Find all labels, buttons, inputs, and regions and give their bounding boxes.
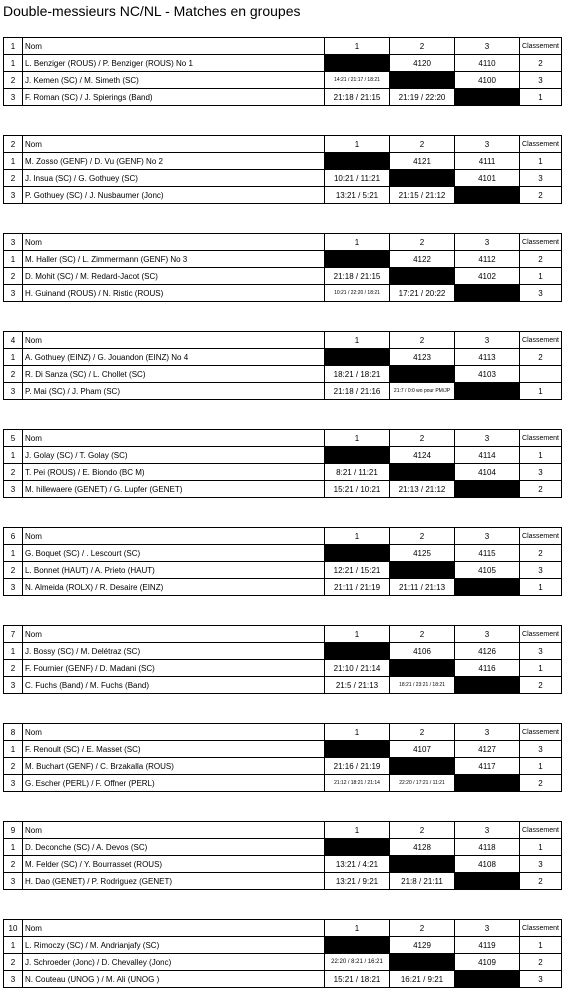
blocked-cell bbox=[390, 464, 455, 481]
result-col-1: 21:18 / 21:16 bbox=[325, 383, 390, 400]
blocked-cell bbox=[455, 971, 520, 988]
table-row bbox=[4, 971, 562, 988]
group-table bbox=[3, 625, 562, 694]
table-row bbox=[4, 447, 562, 464]
result-col-1: 13:21 / 5:21 bbox=[325, 187, 390, 204]
row-position: 3 bbox=[4, 89, 23, 106]
row-position: 2 bbox=[4, 562, 23, 579]
result-col-2: 21:7 / 0:0 wo pour PM/JP bbox=[390, 383, 455, 400]
result-col-1: 21:5 / 21:13 bbox=[325, 677, 390, 694]
ranking: 2 bbox=[520, 954, 562, 971]
result-col-3: 4119 bbox=[455, 937, 520, 954]
table-row bbox=[4, 937, 562, 954]
ranking: 2 bbox=[520, 775, 562, 792]
result-col-3: 4113 bbox=[455, 349, 520, 366]
ranking: 2 bbox=[520, 481, 562, 498]
blocked-cell bbox=[455, 89, 520, 106]
result-col-3: 4100 bbox=[455, 72, 520, 89]
table-row bbox=[4, 268, 562, 285]
table-row bbox=[4, 545, 562, 562]
group-header-row bbox=[4, 136, 562, 153]
blocked-cell bbox=[455, 579, 520, 596]
group-header-row bbox=[4, 332, 562, 349]
pair-name: F. Roman (SC) / J. Spierings (Band) bbox=[23, 89, 325, 106]
row-position: 3 bbox=[4, 579, 23, 596]
header-col-1: 1 bbox=[325, 430, 390, 447]
result-col-2: 21:19 / 22:20 bbox=[390, 89, 455, 106]
header-classement: Classement bbox=[520, 528, 562, 545]
pair-name: J. Kemen (SC) / M. Simeth (SC) bbox=[23, 72, 325, 89]
header-classement: Classement bbox=[520, 136, 562, 153]
header-col-1: 1 bbox=[325, 136, 390, 153]
group-table bbox=[3, 233, 562, 302]
result-col-3: 4110 bbox=[455, 55, 520, 72]
result-col-1: 10:21 / 22:20 / 18:21 bbox=[325, 285, 390, 302]
result-col-2: 4123 bbox=[390, 349, 455, 366]
pair-name: R. Di Sanza (SC) / L. Chollet (SC) bbox=[23, 366, 325, 383]
row-position: 2 bbox=[4, 268, 23, 285]
header-classement: Classement bbox=[520, 822, 562, 839]
header-nom: Nom bbox=[23, 234, 325, 251]
pair-name: G. Boquet (SC) / . Lescourt (SC) bbox=[23, 545, 325, 562]
header-nom: Nom bbox=[23, 136, 325, 153]
ranking: 1 bbox=[520, 268, 562, 285]
ranking bbox=[520, 366, 562, 383]
row-position: 3 bbox=[4, 481, 23, 498]
ranking: 1 bbox=[520, 937, 562, 954]
result-col-1: 21:16 / 21:19 bbox=[325, 758, 390, 775]
header-col-3: 3 bbox=[455, 234, 520, 251]
row-position: 3 bbox=[4, 873, 23, 890]
group-number: 9 bbox=[4, 822, 23, 839]
header-col-1: 1 bbox=[325, 626, 390, 643]
header-col-3: 3 bbox=[455, 430, 520, 447]
row-position: 3 bbox=[4, 285, 23, 302]
group-number: 6 bbox=[4, 528, 23, 545]
table-row bbox=[4, 366, 562, 383]
result-col-3: 4116 bbox=[455, 660, 520, 677]
ranking: 1 bbox=[520, 89, 562, 106]
pair-name: F. Fournier (GENF) / D. Madani (SC) bbox=[23, 660, 325, 677]
header-classement: Classement bbox=[520, 234, 562, 251]
ranking: 2 bbox=[520, 349, 562, 366]
header-col-2: 2 bbox=[390, 528, 455, 545]
group-number: 8 bbox=[4, 724, 23, 741]
header-col-3: 3 bbox=[455, 920, 520, 937]
blocked-cell bbox=[390, 72, 455, 89]
row-position: 2 bbox=[4, 660, 23, 677]
table-row bbox=[4, 55, 562, 72]
group-table bbox=[3, 331, 562, 400]
row-position: 2 bbox=[4, 954, 23, 971]
group-header-row bbox=[4, 234, 562, 251]
header-col-1: 1 bbox=[325, 332, 390, 349]
group-table bbox=[3, 527, 562, 596]
ranking: 3 bbox=[520, 741, 562, 758]
row-position: 1 bbox=[4, 643, 23, 660]
row-position: 2 bbox=[4, 758, 23, 775]
row-position: 1 bbox=[4, 251, 23, 268]
pair-name: M. Buchart (GENF) / C. Brzakalla (ROUS) bbox=[23, 758, 325, 775]
result-col-3: 4101 bbox=[455, 170, 520, 187]
ranking: 2 bbox=[520, 251, 562, 268]
ranking: 3 bbox=[520, 464, 562, 481]
table-row bbox=[4, 775, 562, 792]
header-col-1: 1 bbox=[325, 38, 390, 55]
pair-name: T. Pei (ROUS) / E. Biondo (BC M) bbox=[23, 464, 325, 481]
row-position: 2 bbox=[4, 72, 23, 89]
row-position: 1 bbox=[4, 153, 23, 170]
row-position: 2 bbox=[4, 464, 23, 481]
ranking: 3 bbox=[520, 856, 562, 873]
result-col-1: 21:10 / 21:14 bbox=[325, 660, 390, 677]
table-row bbox=[4, 349, 562, 366]
blocked-cell bbox=[390, 856, 455, 873]
group-header-row bbox=[4, 626, 562, 643]
ranking: 2 bbox=[520, 55, 562, 72]
result-col-3: 4104 bbox=[455, 464, 520, 481]
header-classement: Classement bbox=[520, 626, 562, 643]
group-header-row bbox=[4, 38, 562, 55]
result-col-3: 4127 bbox=[455, 741, 520, 758]
pair-name: M. Zosso (GENF) / D. Vu (GENF) No 2 bbox=[23, 153, 325, 170]
result-col-2: 16:21 / 9:21 bbox=[390, 971, 455, 988]
blocked-cell bbox=[390, 758, 455, 775]
pair-name: P. Mai (SC) / J. Pham (SC) bbox=[23, 383, 325, 400]
pair-name: C. Fuchs (Band) / M. Fuchs (Band) bbox=[23, 677, 325, 694]
header-nom: Nom bbox=[23, 38, 325, 55]
result-col-3: 4109 bbox=[455, 954, 520, 971]
result-col-1: 15:21 / 18:21 bbox=[325, 971, 390, 988]
ranking: 3 bbox=[520, 971, 562, 988]
pair-name: H. Dao (GENET) / P. Rodriguez (GENET) bbox=[23, 873, 325, 890]
group-number: 10 bbox=[4, 920, 23, 937]
row-position: 2 bbox=[4, 170, 23, 187]
blocked-cell bbox=[325, 153, 390, 170]
header-col-3: 3 bbox=[455, 724, 520, 741]
header-col-3: 3 bbox=[455, 528, 520, 545]
group-table bbox=[3, 37, 562, 106]
group-header-row bbox=[4, 822, 562, 839]
table-row bbox=[4, 170, 562, 187]
blocked-cell bbox=[325, 251, 390, 268]
header-nom: Nom bbox=[23, 920, 325, 937]
pair-name: J. Golay (SC) / T. Golay (SC) bbox=[23, 447, 325, 464]
table-row bbox=[4, 660, 562, 677]
header-col-2: 2 bbox=[390, 234, 455, 251]
blocked-cell bbox=[390, 954, 455, 971]
pair-name: F. Renoult (SC) / E. Masset (SC) bbox=[23, 741, 325, 758]
group-header-row bbox=[4, 528, 562, 545]
blocked-cell bbox=[455, 187, 520, 204]
result-col-1: 8:21 / 11:21 bbox=[325, 464, 390, 481]
table-row bbox=[4, 562, 562, 579]
group-header-row bbox=[4, 430, 562, 447]
header-col-1: 1 bbox=[325, 920, 390, 937]
table-row bbox=[4, 839, 562, 856]
table-row bbox=[4, 72, 562, 89]
header-col-2: 2 bbox=[390, 332, 455, 349]
blocked-cell bbox=[325, 545, 390, 562]
header-col-3: 3 bbox=[455, 38, 520, 55]
blocked-cell bbox=[455, 383, 520, 400]
result-col-3: 4111 bbox=[455, 153, 520, 170]
blocked-cell bbox=[390, 268, 455, 285]
group-number: 2 bbox=[4, 136, 23, 153]
row-position: 1 bbox=[4, 55, 23, 72]
table-row bbox=[4, 285, 562, 302]
ranking: 1 bbox=[520, 839, 562, 856]
result-col-2: 4106 bbox=[390, 643, 455, 660]
table-row bbox=[4, 579, 562, 596]
ranking: 3 bbox=[520, 562, 562, 579]
result-col-3: 4102 bbox=[455, 268, 520, 285]
table-row bbox=[4, 873, 562, 890]
header-col-1: 1 bbox=[325, 528, 390, 545]
pair-name: P. Gothuey (SC) / J. Nusbaumer (Jonc) bbox=[23, 187, 325, 204]
result-col-2: 21:11 / 21:13 bbox=[390, 579, 455, 596]
row-position: 1 bbox=[4, 447, 23, 464]
ranking: 3 bbox=[520, 72, 562, 89]
blocked-cell bbox=[390, 366, 455, 383]
ranking: 1 bbox=[520, 660, 562, 677]
blocked-cell bbox=[455, 481, 520, 498]
ranking: 2 bbox=[520, 873, 562, 890]
result-col-2: 17:21 / 20:22 bbox=[390, 285, 455, 302]
result-col-3: 4112 bbox=[455, 251, 520, 268]
table-row bbox=[4, 187, 562, 204]
ranking: 3 bbox=[520, 170, 562, 187]
table-row bbox=[4, 954, 562, 971]
pair-name: D. Deconche (SC) / A. Devos (SC) bbox=[23, 839, 325, 856]
header-col-1: 1 bbox=[325, 822, 390, 839]
blocked-cell bbox=[390, 660, 455, 677]
blocked-cell bbox=[325, 447, 390, 464]
result-col-1: 22:20 / 8:21 / 16:21 bbox=[325, 954, 390, 971]
row-position: 1 bbox=[4, 349, 23, 366]
result-col-1: 21:18 / 21:15 bbox=[325, 268, 390, 285]
header-col-1: 1 bbox=[325, 724, 390, 741]
row-position: 3 bbox=[4, 775, 23, 792]
header-col-2: 2 bbox=[390, 724, 455, 741]
blocked-cell bbox=[325, 349, 390, 366]
pair-name: D. Mohit (SC) / M. Redard-Jacot (SC) bbox=[23, 268, 325, 285]
result-col-2: 21:15 / 21:12 bbox=[390, 187, 455, 204]
row-position: 1 bbox=[4, 839, 23, 856]
result-col-1: 18:21 / 18:21 bbox=[325, 366, 390, 383]
ranking: 1 bbox=[520, 758, 562, 775]
result-col-2: 4129 bbox=[390, 937, 455, 954]
pair-name: J. Bossy (SC) / M. Delétraz (SC) bbox=[23, 643, 325, 660]
ranking: 2 bbox=[520, 677, 562, 694]
header-classement: Classement bbox=[520, 430, 562, 447]
group-table bbox=[3, 821, 562, 890]
table-row bbox=[4, 856, 562, 873]
pair-name: M. Felder (SC) / Y. Bourrasset (ROUS) bbox=[23, 856, 325, 873]
result-col-3: 4117 bbox=[455, 758, 520, 775]
header-nom: Nom bbox=[23, 724, 325, 741]
table-row bbox=[4, 481, 562, 498]
header-nom: Nom bbox=[23, 822, 325, 839]
header-classement: Classement bbox=[520, 724, 562, 741]
group-header-row bbox=[4, 724, 562, 741]
blocked-cell bbox=[325, 741, 390, 758]
blocked-cell bbox=[390, 562, 455, 579]
table-row bbox=[4, 758, 562, 775]
header-col-2: 2 bbox=[390, 920, 455, 937]
header-nom: Nom bbox=[23, 528, 325, 545]
header-col-2: 2 bbox=[390, 626, 455, 643]
pair-name: M. hillewaere (GENET) / G. Lupfer (GENET) bbox=[23, 481, 325, 498]
result-col-2: 4121 bbox=[390, 153, 455, 170]
result-col-1: 10:21 / 11:21 bbox=[325, 170, 390, 187]
group-number: 4 bbox=[4, 332, 23, 349]
pair-name: M. Haller (SC) / L. Zimmermann (GENF) No 3 bbox=[23, 251, 325, 268]
blocked-cell bbox=[455, 775, 520, 792]
row-position: 2 bbox=[4, 366, 23, 383]
ranking: 2 bbox=[520, 545, 562, 562]
blocked-cell bbox=[390, 170, 455, 187]
group-table bbox=[3, 429, 562, 498]
result-col-3: 4114 bbox=[455, 447, 520, 464]
group-table bbox=[3, 723, 562, 792]
result-col-3: 4115 bbox=[455, 545, 520, 562]
header-col-2: 2 bbox=[390, 822, 455, 839]
ranking: 1 bbox=[520, 383, 562, 400]
result-col-1: 21:12 / 18:21 / 21:14 bbox=[325, 775, 390, 792]
pair-name: N. Couteau (UNOG ) / M. Ali (UNOG ) bbox=[23, 971, 325, 988]
group-number: 1 bbox=[4, 38, 23, 55]
result-col-1: 15:21 / 10:21 bbox=[325, 481, 390, 498]
result-col-3: 4103 bbox=[455, 366, 520, 383]
result-col-3: 4118 bbox=[455, 839, 520, 856]
row-position: 2 bbox=[4, 856, 23, 873]
result-col-3: 4105 bbox=[455, 562, 520, 579]
header-col-1: 1 bbox=[325, 234, 390, 251]
group-table bbox=[3, 919, 562, 988]
header-classement: Classement bbox=[520, 38, 562, 55]
header-nom: Nom bbox=[23, 332, 325, 349]
table-row bbox=[4, 383, 562, 400]
result-col-2: 21:8 / 21:11 bbox=[390, 873, 455, 890]
table-row bbox=[4, 89, 562, 106]
ranking: 1 bbox=[520, 579, 562, 596]
group-header-row bbox=[4, 920, 562, 937]
result-col-1: 14:21 / 21:17 / 18:21 bbox=[325, 72, 390, 89]
result-col-2: 21:13 / 21:12 bbox=[390, 481, 455, 498]
ranking: 3 bbox=[520, 643, 562, 660]
blocked-cell bbox=[325, 55, 390, 72]
result-col-2: 4128 bbox=[390, 839, 455, 856]
result-col-1: 13:21 / 9:21 bbox=[325, 873, 390, 890]
pair-name: N. Almeida (ROLX) / R. Desaire (EINZ) bbox=[23, 579, 325, 596]
header-nom: Nom bbox=[23, 430, 325, 447]
result-col-2: 4107 bbox=[390, 741, 455, 758]
result-col-3: 4126 bbox=[455, 643, 520, 660]
row-position: 3 bbox=[4, 187, 23, 204]
blocked-cell bbox=[325, 937, 390, 954]
result-col-2: 4122 bbox=[390, 251, 455, 268]
table-row bbox=[4, 251, 562, 268]
header-col-3: 3 bbox=[455, 332, 520, 349]
result-col-3: 4108 bbox=[455, 856, 520, 873]
result-col-2: 4125 bbox=[390, 545, 455, 562]
result-col-1: 12:21 / 15:21 bbox=[325, 562, 390, 579]
pair-name: J. Schroeder (Jonc) / D. Chevalley (Jonc) bbox=[23, 954, 325, 971]
pair-name: H. Guinand (ROUS) / N. Ristic (ROUS) bbox=[23, 285, 325, 302]
ranking: 1 bbox=[520, 447, 562, 464]
result-col-2: 4120 bbox=[390, 55, 455, 72]
row-position: 1 bbox=[4, 741, 23, 758]
table-row bbox=[4, 464, 562, 481]
blocked-cell bbox=[455, 677, 520, 694]
header-col-3: 3 bbox=[455, 822, 520, 839]
pair-name: L. Rimoczy (SC) / M. Andrianjafy (SC) bbox=[23, 937, 325, 954]
pair-name: G. Escher (PERL) / F. Offner (PERL) bbox=[23, 775, 325, 792]
table-row bbox=[4, 643, 562, 660]
table-row bbox=[4, 153, 562, 170]
row-position: 1 bbox=[4, 937, 23, 954]
ranking: 1 bbox=[520, 153, 562, 170]
row-position: 3 bbox=[4, 677, 23, 694]
header-col-2: 2 bbox=[390, 38, 455, 55]
blocked-cell bbox=[325, 643, 390, 660]
group-number: 7 bbox=[4, 626, 23, 643]
pair-name: J. Insua (SC) / G. Gothuey (SC) bbox=[23, 170, 325, 187]
header-nom: Nom bbox=[23, 626, 325, 643]
header-col-3: 3 bbox=[455, 626, 520, 643]
result-col-1: 21:11 / 21:19 bbox=[325, 579, 390, 596]
header-classement: Classement bbox=[520, 332, 562, 349]
pair-name: A. Gothuey (EINZ) / G. Jouandon (EINZ) No 4 bbox=[23, 349, 325, 366]
table-row bbox=[4, 677, 562, 694]
header-col-2: 2 bbox=[390, 430, 455, 447]
blocked-cell bbox=[455, 285, 520, 302]
header-col-2: 2 bbox=[390, 136, 455, 153]
table-row bbox=[4, 741, 562, 758]
header-col-3: 3 bbox=[455, 136, 520, 153]
group-number: 3 bbox=[4, 234, 23, 251]
ranking: 3 bbox=[520, 285, 562, 302]
result-col-1: 21:18 / 21:15 bbox=[325, 89, 390, 106]
result-col-2: 4124 bbox=[390, 447, 455, 464]
group-number: 5 bbox=[4, 430, 23, 447]
group-table bbox=[3, 135, 562, 204]
page-title: Double-messieurs NC/NL - Matches en groupes bbox=[3, 3, 301, 19]
row-position: 1 bbox=[4, 545, 23, 562]
blocked-cell bbox=[455, 873, 520, 890]
pair-name: L. Benziger (ROUS) / P. Benziger (ROUS) No 1 bbox=[23, 55, 325, 72]
row-position: 3 bbox=[4, 383, 23, 400]
result-col-2: 22:20 / 17:21 / 11:21 bbox=[390, 775, 455, 792]
result-col-1: 13:21 / 4:21 bbox=[325, 856, 390, 873]
pair-name: L. Bonnet (HAUT) / A. Prieto (HAUT) bbox=[23, 562, 325, 579]
ranking: 2 bbox=[520, 187, 562, 204]
result-col-2: 18:21 / 23:21 / 18:21 bbox=[390, 677, 455, 694]
header-classement: Classement bbox=[520, 920, 562, 937]
row-position: 3 bbox=[4, 971, 23, 988]
blocked-cell bbox=[325, 839, 390, 856]
